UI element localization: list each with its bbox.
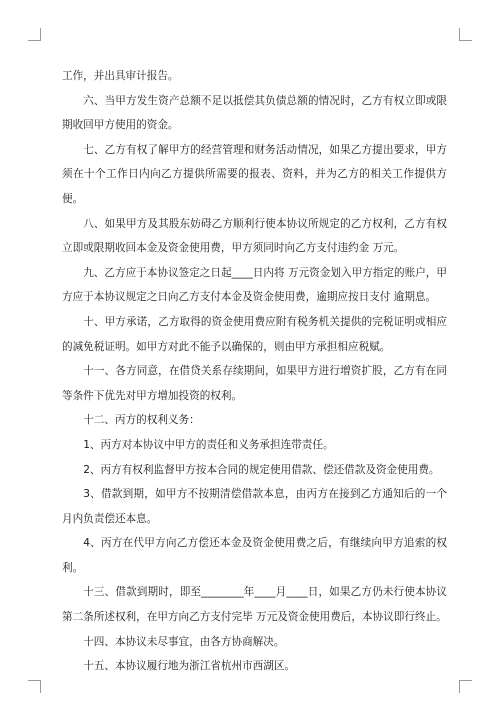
clause-11: 十一、各方同意，在借贷关系存续期间，如果甲方进行增资扩股，乙方有在同等条件下优先对甲方增加投资的权利。 [62,365,447,402]
crop-mark-top-right [459,28,472,41]
clause-12-item-2: 2、丙方有权利监督甲方按本合同的规定使用借款、偿还借款及资金使用费。 [83,463,440,476]
crop-mark-bottom-right [459,680,472,693]
clause-13: 十三、借款到期时，即至________年____月____日，如果乙方仍未行使本协议第二条所述权利，在甲方向乙方支付完毕 万元及资金使用费后，本协议即行终止。 [62,586,447,624]
clause-9: 九、乙方应于本协议签定之日起____日内将 万元资金划入甲方指定的账户，甲方应于本协议规定之日向乙方支付本金及资金使用费，逾期应按日支付 逾期息。 [62,266,447,304]
crop-mark-bottom-left [28,680,41,693]
clause-12-item-3: 3、借款到期，如甲方不按期清偿借款本息，由丙方在接到乙方通知后的一个月内负责偿还本息。 [62,488,447,525]
paragraph-audit-report: 工作，并出具审计报告。 [62,70,179,82]
clause-15: 十五、本协议履行地为浙江省杭州市西湖区。 [83,660,296,673]
document-body [62,64,447,679]
clause-7: 七、乙方有权了解甲方的经营管理和财务活动情况，如果乙方提出要求，甲方须在十个工作日内向乙方提供所需要的报表、资料，并为乙方的相关工作提供方便。 [62,143,447,205]
clause-6: 六、当甲方发生资产总额不足以抵偿其负债总额的情况时，乙方有权立即或限期收回甲方使用的资金。 [62,94,447,132]
clause-12-heading: 十二、丙方的权利义务： [83,414,200,427]
clause-12-item-4: 4、丙方在代甲方向乙方偿还本金及资金使用费之后，有继续向甲方追索的权利。 [62,537,447,574]
clause-14: 十四、本协议未尽事宜，由各方协商解决。 [83,635,285,648]
crop-mark-top-left [28,28,41,41]
clause-12-item-1: 1、丙方对本协议中甲方的责任和义务承担连带责任。 [83,438,334,451]
clause-10: 十、甲方承诺，乙方取得的资金使用费应附有税务机关提供的完税证明或相应的减免税证明。如甲方对此不能予以确保的，则由甲方承担相应税赋。 [62,315,447,353]
clause-8: 八、如果甲方及其股东妨碍乙方顺利行使本协议所规定的乙方权利，乙方有权立即或限期收回本金及资金使用费，甲方须同时向乙方支付违约金 万元。 [62,217,447,255]
